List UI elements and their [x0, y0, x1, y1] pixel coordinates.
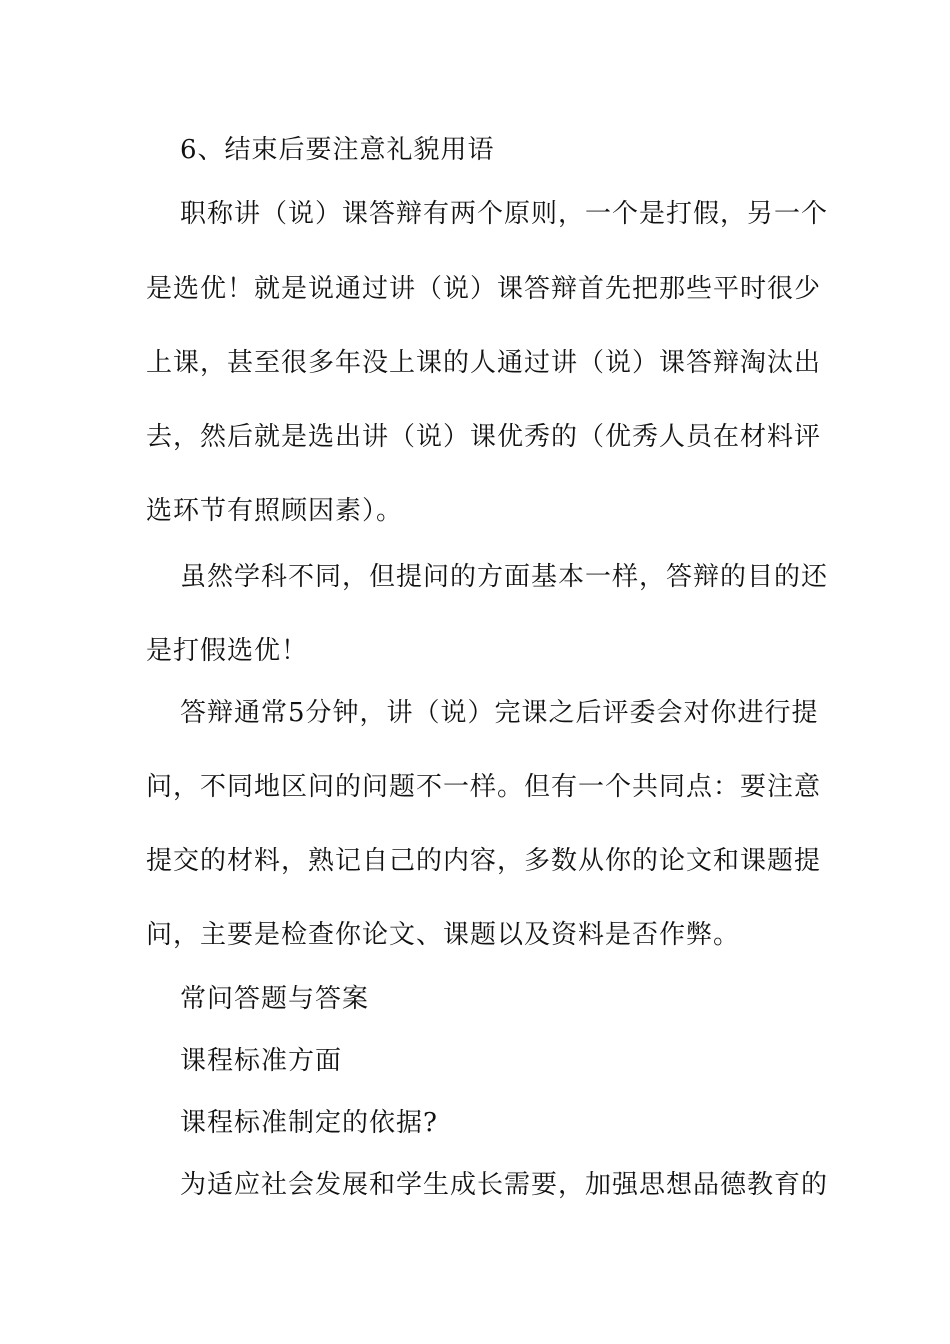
paragraph-line: 为适应社会发展和学生成长需要，加强思想品德教育的 — [180, 1170, 829, 1200]
paragraph-line: 答辩通常5分钟，讲（说）完课之后评委会对你进行提 — [180, 698, 819, 728]
paragraph-line: 是选优！就是说通过讲（说）课答辩首先把那些平时很少 — [146, 274, 822, 304]
paragraph-line: 虽然学科不同，但提问的方面基本一样，答辩的目的还 — [180, 562, 829, 592]
section-item-6: 6、结束后要注意礼貌用语 — [180, 135, 495, 165]
paragraph-line: 去，然后就是选出讲（说）课优秀的（优秀人员在材料评 — [146, 422, 822, 452]
paragraph-line: 提交的材料，熟记自己的内容，多数从你的论文和课题提 — [146, 846, 822, 876]
paragraph-line: 是打假选优！ — [146, 636, 309, 666]
paragraph-line: 问，主要是检查你论文、课题以及资料是否作弊。 — [146, 920, 741, 950]
subsection-heading: 课程标准方面 — [180, 1046, 343, 1076]
paragraph-line: 问，不同地区问的问题不一样。但有一个共同点：要注意 — [146, 772, 822, 802]
paragraph-line: 上课，甚至很多年没上课的人通过讲（说）课答辩淘汰出 — [146, 348, 822, 378]
paragraph-line: 选环节有照顾因素）。 — [146, 496, 404, 526]
section-heading: 常问答题与答案 — [180, 984, 370, 1014]
question-heading: 课程标准制定的依据? — [180, 1108, 438, 1138]
paragraph-line: 职称讲（说）课答辩有两个原则，一个是打假，另一个 — [180, 199, 829, 229]
